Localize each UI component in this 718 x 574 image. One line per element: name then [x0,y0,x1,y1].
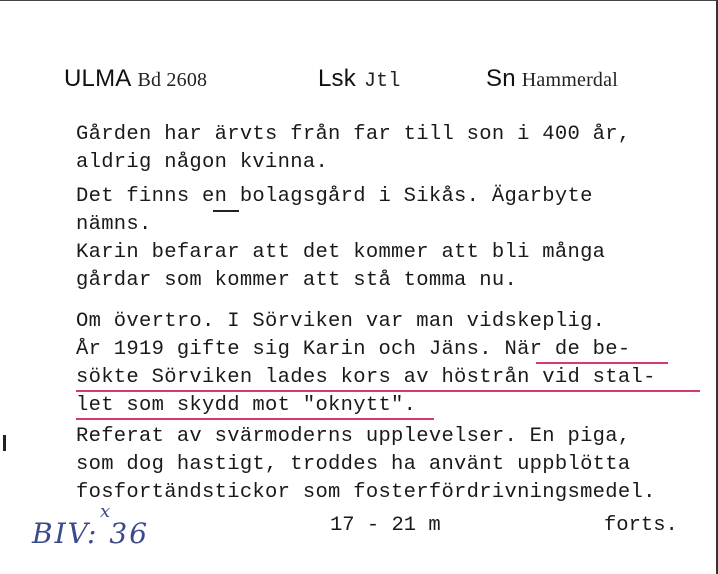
text-line: gårdar som kommer att stå tomma nu. [76,269,518,292]
handwritten-signature: BIV: 36 [32,517,150,550]
margin-mark [3,435,6,451]
text-line: Det finns en bolagsgård i Sikås. Ägarbyte [76,185,593,208]
text-line: Om övertro. I Sörviken var man vidskeplig. [76,310,606,333]
county-label: Lsk [318,65,356,92]
text-line: Referat av svärmoderns upplevelser. En piga, [76,425,631,448]
text-line: som dog hastigt, troddes ha använt uppblötta [76,453,631,476]
text-line: Gården har ärvts från far till son i 400 år, [76,123,631,146]
county-value: Jtl [363,70,401,93]
signature-mark: x [100,501,111,522]
continued-note: forts. [604,514,678,537]
text-line: fosfortändstickor som fosterfördrivningsmedel. [76,481,656,504]
highlight-underline [536,362,668,364]
text-line: nämns. [76,213,152,236]
text-line: aldrig någon kvinna. [76,151,329,174]
text-line: let som skydd mot "oknytt". [76,394,417,417]
header-archive [64,65,207,93]
highlight-underline [76,418,434,420]
parish-label: Sn [486,65,516,92]
text-line: sökte Sörviken lades kors av höstrån vid stal- [76,366,656,389]
volume-number: Bd 2608 [137,69,208,91]
header-county [318,65,401,93]
page-range: 17 - 21 m [330,514,441,537]
parish-value: Hammerdal [521,69,618,91]
text-line: År 1919 gifte sig Karin och Jäns. När de be- [76,338,631,361]
archive-code: ULMA [64,65,132,92]
header-parish [486,65,618,93]
text-line: Karin befarar att det kommer att bli många [76,241,606,264]
underline-mark [213,210,239,212]
highlight-underline [76,390,700,392]
